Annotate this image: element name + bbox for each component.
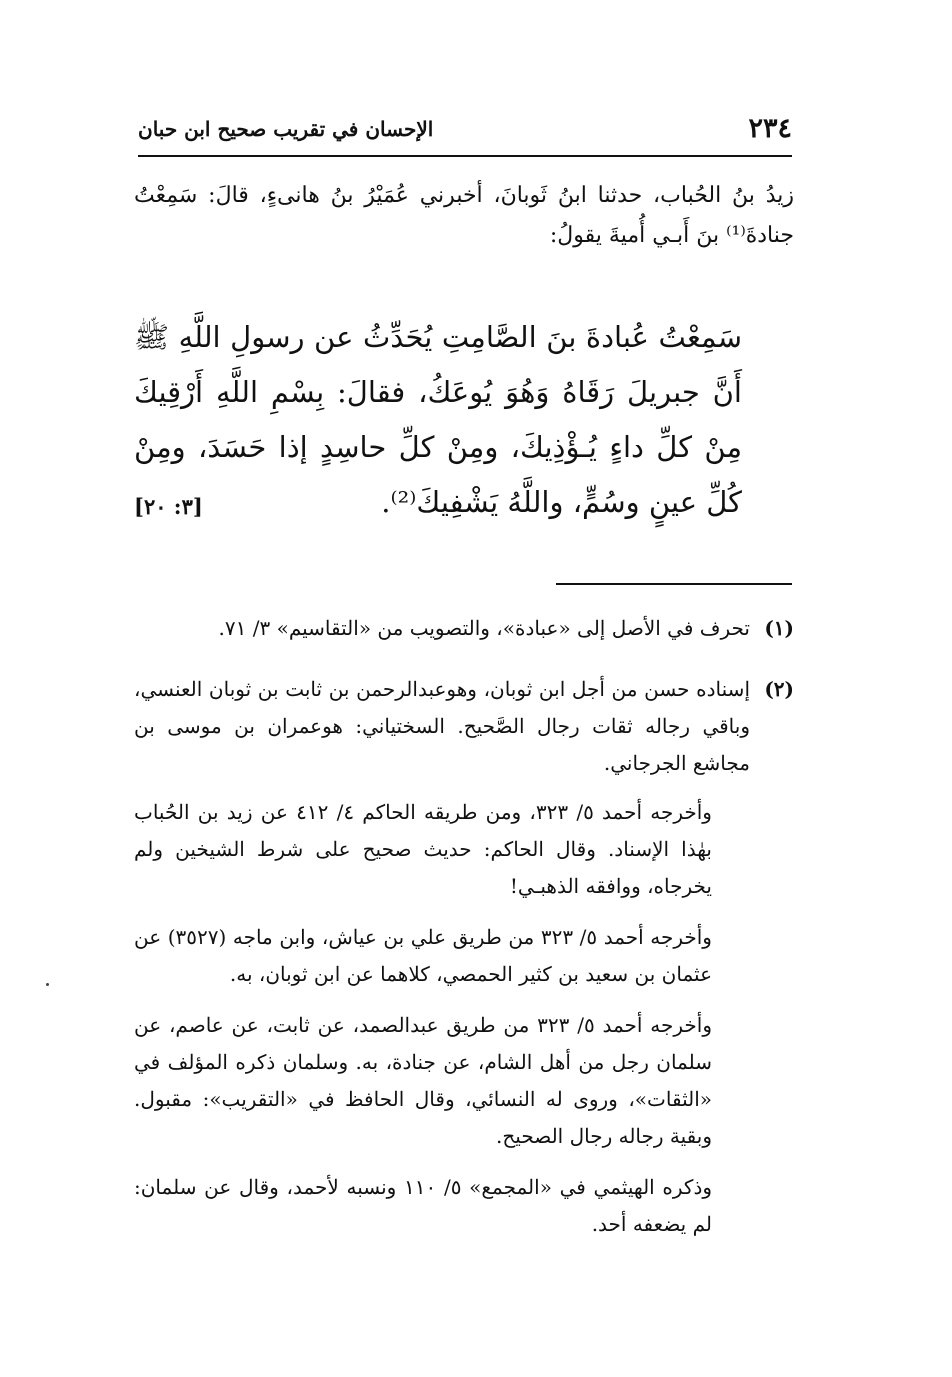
footnote-body [134,610,750,659]
footnote-number: (١) [764,616,794,640]
footnote-1 [134,610,794,659]
footnote-paragraph: تحرف في الأصل إلى «عبادة»، والتصويب من «التقاسيم» ٣/ ٧١. [218,616,750,640]
footnote-body [134,671,750,1257]
footnote-number: (٢) [764,677,794,701]
footnote-paragraph: إسناده حسن من أجل ابن ثوبان، وهوعبدالرحمن بن ثابت بن ثوبان العنسي، وباقي رجاله ثقات رجال الصَّحيح. السختياني: هوعمران بن موسى بن مجاشع الجرجاني. [134,677,751,775]
isnad-text: زيدُ بنُ الحُباب، حدثنا ابنُ ثَوبانَ، أخبرني عُمَيْرُ بنُ هانىءٍ، قالَ: سَمِعْتُ جنادةَ⁽¹⁾ بنَ أَبـي أُميةَ يقولُ: [134,183,794,248]
footnotes [134,610,794,1269]
page-header [138,112,792,148]
footnote-paragraph: وأخرجه أحمد ٥/ ٣٢٣ من طريق علي بن عياش، وابن ماجه (٣٥٢٧) عن عثمان بن سعيد بن كثير الحمصي، كلاهما عن ابن ثوبان، به. [134,925,712,986]
footnote-paragraph: وذكره الهيثمي في «المجمع» ٥/ ١١٠ ونسبه لأحمد، وقال عن سلمان: لم يضعفه أحد. [134,1175,713,1236]
scan-speck [46,983,49,986]
hadith-block [134,310,794,534]
footnote-paragraph: وأخرجه أحمد ٥/ ٣٢٣، ومن طريقه الحاكم ٤/ ٤١٢ عن زيد بن الحُباب بهٰذا الإسناد. وقال الحاكم: حديث صحيح على شرط الشيخين ولم يخرجاه، ووافقه الذهبـي! [134,800,712,898]
hadith-reference: [٣: ٢٠] [134,494,203,519]
header-rule [138,155,792,157]
footnote-2 [134,671,794,1257]
hadith-text: سَمِعْتُ عُبادةَ بنَ الصَّامِتِ يُحَدِّثُ عن رسولِ اللَّهِ ﷺ أَنَّ جبريلَ رَقَاهُ وَهُوَ يُوعَكُ، فقالَ: بِسْمِ اللَّهِ أَرْقِيكَ مِنْ كلِّ داءٍ يُـؤْذِيكَ، ومِنْ كلِّ حاسِدٍ إذا حَسَدَ، ومِنْ كُلِّ عينٍ وسُمٍّ، واللَّهُ يَشْفِيكَ⁽²⁾. [134,320,742,519]
page-number: ٢٣٤ [748,113,792,144]
running-title: الإحسان في تقريب صحيح ابن حبان [138,117,434,141]
footnote-paragraph: وأخرجه أحمد ٥/ ٣٢٣ من طريق عبدالصمد، عن ثابت، عن عاصم، عن سلمان رجل من أهل الشام، عن جنادة، به. وسلمان ذكره المؤلف في «الثقات»، وروى له النسائي، وقال الحافظ في «التقريب»: مقبول. وبقية رجاله رجال الصحيح. [134,1013,712,1148]
footnote-separator [556,583,792,585]
